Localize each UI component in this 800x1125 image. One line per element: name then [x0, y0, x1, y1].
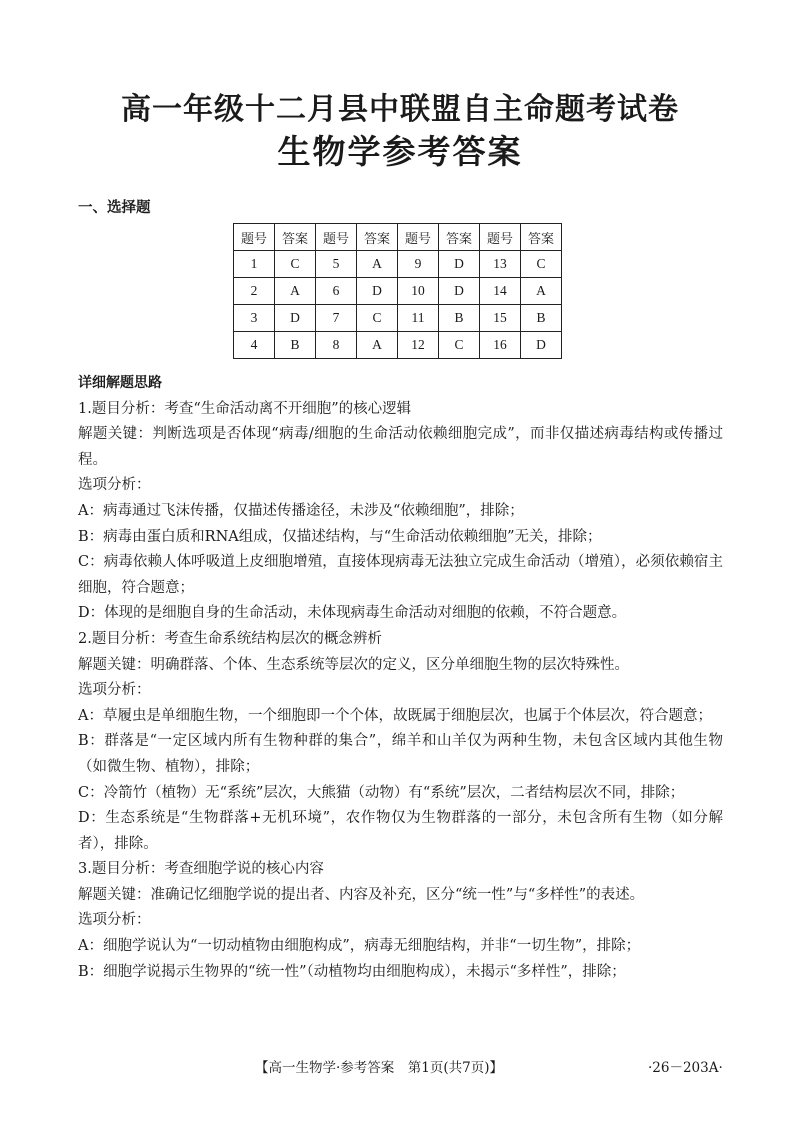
table-cell: B [275, 332, 316, 359]
table-cell: 11 [398, 305, 439, 332]
table-header-cell: 答案 [521, 224, 562, 251]
solution-key: 解题关键：准确记忆细胞学说的提出者、内容及补充，区分“统一性”与“多样性”的表述。 [78, 886, 645, 903]
table-cell: 1 [234, 251, 275, 278]
option-line: A：草履虫是单细胞生物，一个细胞即一个个体，故既属于细胞层次，也属于个体层次，符合题意； [78, 707, 712, 724]
section-heading-choice: 一、选择题 [78, 200, 151, 216]
table-cell: 9 [398, 251, 439, 278]
option-line: A：细胞学说认为“一切动植物由细胞构成”，病毒无细胞结构，并非“一切生物”，排除； [78, 938, 641, 955]
option-analysis-label: 选项分析： [78, 682, 151, 699]
table-cell: A [521, 278, 562, 305]
table-cell: 14 [480, 278, 521, 305]
section-heading-detail: 详细解题思路 [78, 375, 162, 391]
table-cell: 8 [316, 332, 357, 359]
question-analysis: 3.题目分析：考查细胞学说的核心内容 [78, 861, 324, 878]
table-cell: 13 [480, 251, 521, 278]
answer-table [233, 223, 562, 359]
table-cell: D [439, 251, 480, 278]
option-line: C：病毒依赖人体呼吸道上皮细胞增殖，直接体现病毒无法独立完成生命活动（增殖），必须依赖宿主细胞，符合题意； [78, 554, 723, 596]
option-line: D：体现的是细胞自身的生命活动，未体现病毒生命活动对细胞的依赖，不符合题意。 [78, 605, 627, 622]
table-header-cell: 题号 [234, 224, 275, 251]
table-cell: 16 [480, 332, 521, 359]
option-line: C：冷箭竹（植物）无“系统”层次，大熊猫（动物）有“系统”层次，二者结构层次不同，排除； [78, 784, 685, 801]
table-cell: B [439, 305, 480, 332]
option-line: A：病毒通过飞沫传播，仅描述传播途径，未涉及“依赖细胞”，排除； [78, 502, 524, 519]
table-cell: 6 [316, 278, 357, 305]
table-cell: C [521, 251, 562, 278]
table-header-cell: 题号 [480, 224, 521, 251]
solution-text [78, 371, 723, 985]
option-line: B：群落是“一定区域内所有生物种群的集合”，绵羊和山羊仅为两种生物，未包含区域内其他生物（如微生物、植物），排除； [78, 733, 723, 775]
table-cell: D [357, 278, 398, 305]
solution-key: 解题关键：判断选项是否体现“病毒/细胞的生命活动依赖细胞完成”，而非仅描述病毒结构或传播过程。 [78, 426, 723, 468]
table-row [234, 332, 562, 359]
table-cell: 15 [480, 305, 521, 332]
option-line: B：病毒由蛋白质和RNA组成，仅描述结构，与“生命活动依赖细胞”无关，排除； [78, 528, 602, 545]
table-cell: 7 [316, 305, 357, 332]
table-row [234, 278, 562, 305]
table-cell: B [521, 305, 562, 332]
table-header-row [234, 224, 562, 251]
table-cell: 3 [234, 305, 275, 332]
table-cell: D [439, 278, 480, 305]
question-analysis: 2.题目分析：考查生命系统结构层次的概念辨析 [78, 630, 382, 647]
table-cell: D [521, 332, 562, 359]
answer-key-title: 生物学参考答案 [277, 132, 523, 171]
table-header-cell: 题号 [316, 224, 357, 251]
option-line: D：生态系统是“生物群落+无机环境”，农作物仅为生物群落的一部分，未包含所有生物（如分解者），排除。 [78, 810, 723, 852]
table-cell: 5 [316, 251, 357, 278]
footer-code: ·26－203A· [648, 1060, 723, 1076]
table-cell: C [275, 251, 316, 278]
option-line: B：细胞学说揭示生物界的“统一性”（动植物均由细胞构成），未揭示“多样性”，排除； [78, 963, 626, 980]
question-analysis: 1.题目分析：考查“生命活动离不开细胞”的核心逻辑 [78, 400, 412, 417]
table-cell: 4 [234, 332, 275, 359]
table-cell: 10 [398, 278, 439, 305]
table-cell: A [357, 332, 398, 359]
exam-title: 高一年级十二月县中联盟自主命题考试卷 [121, 92, 679, 127]
table-cell: D [275, 305, 316, 332]
option-analysis-label: 选项分析： [78, 912, 151, 929]
table-header-cell: 题号 [398, 224, 439, 251]
table-row [234, 251, 562, 278]
table-cell: C [357, 305, 398, 332]
table-cell: 12 [398, 332, 439, 359]
table-header-cell: 答案 [357, 224, 398, 251]
table-header-cell: 答案 [275, 224, 316, 251]
footer-page-info: 【高一生物学·参考答案 第1页(共7页)】 [255, 1060, 504, 1076]
option-analysis-label: 选项分析： [78, 477, 151, 494]
table-header-cell: 答案 [439, 224, 480, 251]
table-row [234, 305, 562, 332]
table-cell: A [357, 251, 398, 278]
table-cell: A [275, 278, 316, 305]
table-cell: C [439, 332, 480, 359]
table-cell: 2 [234, 278, 275, 305]
solution-key: 解题关键：明确群落、个体、生态系统等层次的定义，区分单细胞生物的层次特殊性。 [78, 656, 629, 673]
